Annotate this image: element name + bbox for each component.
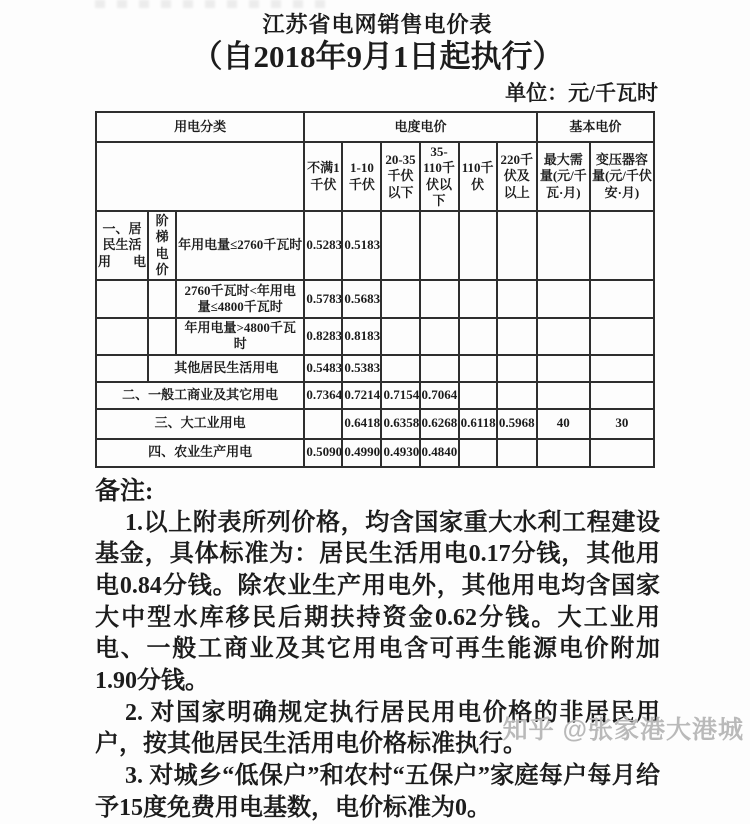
cell-tier2-1-10kv: 0.5683 [342, 280, 381, 318]
cell-commercial-20-35kv: 0.7154 [381, 382, 419, 409]
header-voltage-220kv: 220千伏及以上 [497, 142, 537, 211]
header-voltage-35-110kv: 35-110千伏以下 [420, 142, 459, 211]
table-row-commercial [96, 382, 654, 409]
table-header-row-voltages [96, 142, 654, 211]
empty-cell [537, 382, 590, 409]
cell-agricultural-20-35kv: 0.4930 [381, 439, 419, 467]
empty-cell [459, 211, 497, 280]
cell-tier3-desc: 年用电量>4800千瓦时 [176, 318, 304, 355]
table-row-agricultural [96, 439, 654, 467]
header-max-demand: 最大需量(元/千瓦·月) [537, 142, 590, 211]
empty-cell [537, 439, 590, 467]
notes-section [95, 475, 660, 824]
cell-category-agricultural: 四、农业生产用电 [96, 439, 304, 467]
empty-cell [420, 211, 459, 280]
header-voltage-110kv: 110千伏 [459, 142, 497, 211]
empty-cell [497, 382, 537, 409]
cell-industrial-1-10kv: 0.6418 [342, 409, 381, 439]
cell-industrial-35-110kv: 0.6268 [420, 409, 459, 439]
cell-commercial-35-110kv: 0.7064 [420, 382, 459, 409]
cell-tier2-desc: 2760千瓦时<年用电量≤4800千瓦时 [176, 280, 304, 318]
empty-cell [459, 439, 497, 467]
empty-cell [148, 280, 176, 318]
empty-cell [96, 280, 148, 318]
cell-tier3-lt1kv: 0.8283 [304, 318, 342, 355]
table-header-row-groups [96, 112, 654, 142]
table-row-residential-tier1 [96, 211, 654, 280]
table-row-residential-tier2 [96, 280, 654, 318]
watermark: 知乎 @张家港大港城 [502, 716, 744, 744]
cell-industrial-110kv: 0.6118 [459, 409, 497, 439]
cell-other-1-10kv: 0.5383 [342, 355, 381, 382]
cell-industrial-220kv: 0.5968 [497, 409, 537, 439]
empty-cell [96, 142, 304, 211]
empty-cell [420, 318, 459, 355]
table-row-residential-tier3 [96, 318, 654, 355]
notes-heading: 备注: [95, 477, 154, 505]
cell-agricultural-lt1kv: 0.5090 [304, 439, 342, 467]
cell-other-lt1kv: 0.5483 [304, 355, 342, 382]
empty-cell [420, 355, 459, 382]
cell-category-commercial: 二、一般工商业及其它用电 [96, 382, 304, 409]
cell-tier1-lt1kv: 0.5283 [304, 211, 342, 280]
header-energy-price: 电度电价 [304, 112, 536, 142]
empty-cell [459, 318, 497, 355]
cell-category-industrial: 三、大工业用电 [96, 409, 304, 439]
note-item-3: 3. 对城乡“低保户”和农村“五保户”家庭每户每月给予15度免费用电基数，电价标准为0。 [95, 762, 660, 821]
empty-cell [497, 211, 537, 280]
unit-label: 单位：元/千瓦时 [505, 81, 658, 106]
cell-commercial-1-10kv: 0.7214 [342, 382, 381, 409]
page-subtitle: （自2018年9月1日起执行） [191, 39, 564, 74]
cell-tier1-1-10kv: 0.5183 [342, 211, 381, 280]
empty-cell [304, 409, 342, 439]
empty-cell [381, 355, 419, 382]
cell-tier2-lt1kv: 0.5783 [304, 280, 342, 318]
note-item-2: 2. 对国家明确规定执行居民用电价格的非居民用户，按其他居民生活用电价格标准执行。 [95, 699, 660, 758]
cell-tiered-label: 阶梯电价 [148, 211, 176, 280]
empty-cell [459, 280, 497, 318]
empty-cell [537, 280, 590, 318]
empty-cell [96, 318, 148, 355]
page-title: 江苏省电网销售电价表 [262, 12, 493, 37]
header-classification: 用电分类 [96, 112, 304, 142]
cell-industrial-transformer-capacity: 30 [590, 409, 654, 439]
cell-industrial-20-35kv: 0.6358 [381, 409, 419, 439]
empty-cell [381, 211, 419, 280]
cell-tier3-1-10kv: 0.8183 [342, 318, 381, 355]
empty-cell [590, 439, 654, 467]
empty-cell [497, 355, 537, 382]
price-table [95, 111, 655, 468]
empty-cell [537, 355, 590, 382]
cell-tier1-desc: 年用电量≤2760千瓦时 [176, 211, 304, 280]
empty-cell [537, 211, 590, 280]
empty-cell [459, 355, 497, 382]
empty-cell [96, 355, 148, 382]
header-basic-price: 基本电价 [537, 112, 654, 142]
header-transformer-capacity: 变压器容量(元/千伏安·月) [590, 142, 654, 211]
empty-cell [497, 280, 537, 318]
table-row-residential-other [96, 355, 654, 382]
empty-cell [497, 439, 537, 467]
empty-cell [590, 211, 654, 280]
cell-industrial-max-demand: 40 [537, 409, 590, 439]
header-voltage-20-35kv: 20-35千伏以下 [381, 142, 419, 211]
document-content [95, 0, 660, 824]
empty-cell [537, 318, 590, 355]
empty-cell [459, 382, 497, 409]
empty-cell [590, 382, 654, 409]
cell-agricultural-1-10kv: 0.4990 [342, 439, 381, 467]
table-row-industrial [96, 409, 654, 439]
empty-cell [420, 280, 459, 318]
empty-cell [497, 318, 537, 355]
cell-category-residential: 一、居民生活用电 [96, 211, 148, 280]
empty-cell [381, 318, 419, 355]
empty-cell [590, 355, 654, 382]
header-voltage-lt1kv: 不满1千伏 [304, 142, 342, 211]
cell-commercial-lt1kv: 0.7364 [304, 382, 342, 409]
note-item-1: 1.以上附表所列价格，均含国家重大水利工程建设基金，具体标准为：居民生活用电0.17分钱，其他用电0.84分钱。除农业生产用电外，其他用电均含国家大中型水库移民后期扶持资金0.62分钱。大工业用电、一般工商业及其它用电含可再生能源电价附加1.90分钱。 [95, 509, 660, 694]
empty-cell [148, 318, 176, 355]
cell-agricultural-35-110kv: 0.4840 [420, 439, 459, 467]
empty-cell [590, 280, 654, 318]
header-voltage-1-10kv: 1-10千伏 [342, 142, 381, 211]
cell-other-residential-desc: 其他居民生活用电 [148, 355, 304, 382]
empty-cell [381, 280, 419, 318]
empty-cell [590, 318, 654, 355]
